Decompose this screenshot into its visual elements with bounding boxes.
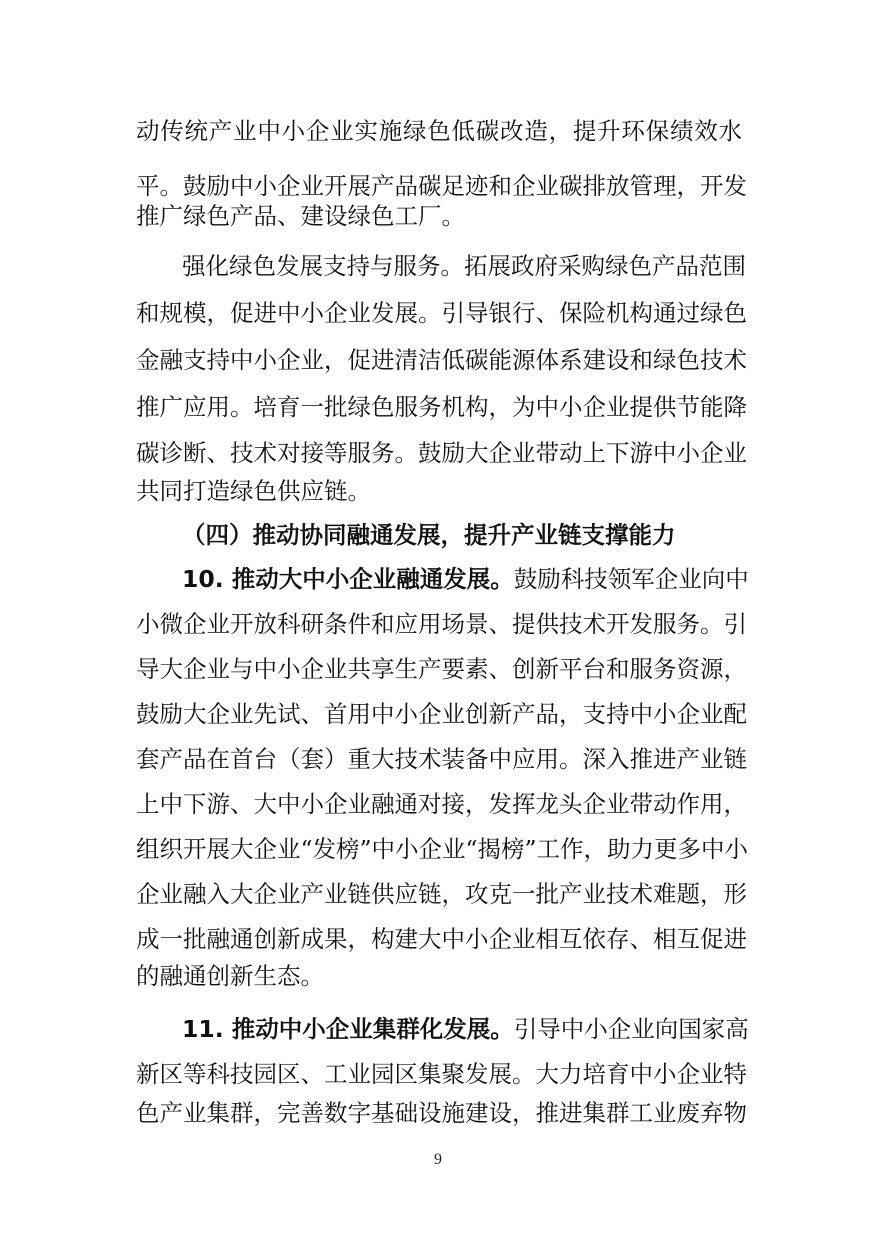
item-text: 鼓励科技领军企业向中 (513, 565, 749, 593)
paragraph-line: 推广绿色产品、建设绿色工厂。 (136, 202, 465, 230)
paragraph-line: 强化绿色发展支持与服务。拓展政府采购绿色产品范围 (182, 252, 746, 280)
paragraph-line: 色产业集群，完善数字基础设施建设，推进集群工业废弃物 (136, 1099, 747, 1127)
item-first-line (182, 561, 749, 597)
paragraph-line: 平。鼓励中小企业开展产品碳足迹和企业碳排放管理，开发 (136, 172, 747, 200)
section-heading: （四）推动协同融通发展，提升产业链支撑能力 (182, 521, 676, 549)
paragraph-line: 金融支持中小企业，促进清洁低碳能源体系建设和绿色技术 (136, 346, 747, 374)
item-text: 引导中小企业向国家高 (513, 1015, 749, 1043)
paragraph-line: 企业融入大企业产业链供应链，攻克一批产业技术难题，形 (136, 880, 747, 908)
item-title: 10. 推动大中小企业融通发展。 (182, 565, 514, 593)
paragraph-line: 新区等科技园区、工业园区集聚发展。大力培育中小企业特 (136, 1060, 747, 1088)
paragraph-line: 成一批融通创新成果，构建大中小企业相互依存、相互促进 (136, 925, 747, 953)
paragraph-line: 导大企业与中小企业共享生产要素、创新平台和服务资源， (136, 655, 747, 683)
item-title: 11. 推动中小企业集群化发展。 (182, 1015, 514, 1043)
paragraph-line: 共同打造绿色供应链。 (136, 477, 371, 505)
paragraph-line: 上中下游、大中小企业融通对接，发挥龙头企业带动作用， (136, 790, 747, 818)
paragraph-line: 套产品在首台（套）重大技术装备中应用。深入推进产业链 (136, 745, 747, 773)
paragraph-line: 推广应用。培育一批绿色服务机构，为中小企业提供节能降 (136, 393, 747, 421)
page-number: 9 (434, 1151, 442, 1168)
paragraph-line: 动传统产业中小企业实施绿色低碳改造，提升环保绩效水 (136, 117, 742, 145)
paragraph-line: 组织开展大企业“发榜”中小企业“揭榜”工作，助力更多中小 (136, 835, 749, 863)
paragraph-line: 鼓励大企业先试、首用中小企业创新产品，支持中小企业配 (136, 700, 747, 728)
paragraph-line: 和规模，促进中小企业发展。引导银行、保险机构通过绿色 (136, 299, 747, 327)
item-first-line (182, 1011, 749, 1047)
paragraph-line: 小微企业开放科研条件和应用场景、提供技术开发服务。引 (136, 610, 747, 638)
paragraph-line: 的融通创新生态。 (136, 962, 324, 990)
paragraph-line: 碳诊断、技术对接等服务。鼓励大企业带动上下游中小企业 (136, 439, 747, 467)
